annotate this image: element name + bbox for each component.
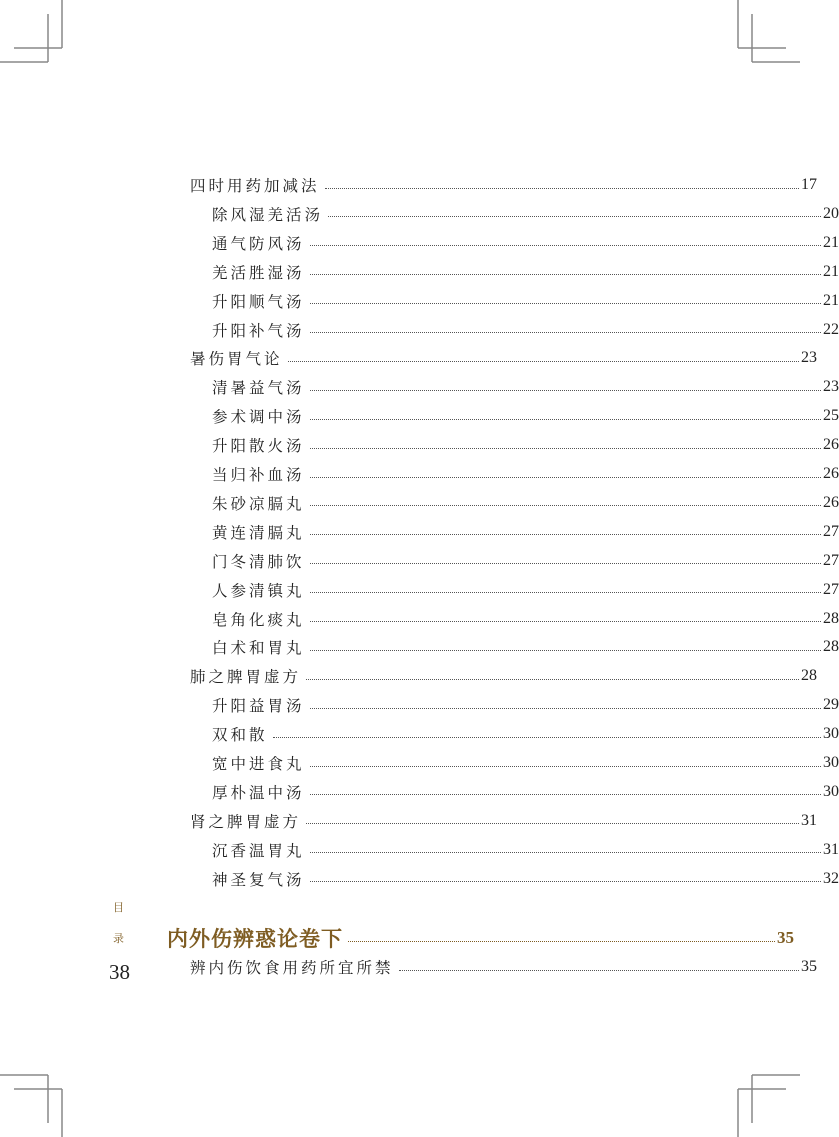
- toc-title: 皂角化痰丸: [212, 610, 305, 629]
- toc-page: 29: [823, 696, 839, 714]
- toc-title: 辨内伤饮食用药所宜所禁: [190, 959, 394, 977]
- toc-title: 升阳补气汤: [212, 321, 305, 340]
- toc-entry[interactable]: [0, 780, 839, 804]
- toc-page: 28: [801, 667, 817, 685]
- leader-dots: [310, 419, 821, 420]
- toc-title: 宽中进食丸: [212, 755, 305, 773]
- leader-dots: [310, 708, 821, 709]
- toc-entry[interactable]: [0, 173, 817, 197]
- leader-dots: [310, 505, 821, 506]
- toc-page: 28: [823, 638, 839, 656]
- toc-entry[interactable]: [0, 838, 839, 862]
- sidebar-label-lu: 录: [113, 932, 124, 945]
- toc-page: 17: [801, 176, 817, 193]
- toc-entry[interactable]: [0, 318, 839, 342]
- toc-entry[interactable]: [0, 289, 839, 313]
- toc-page: 22: [823, 320, 839, 338]
- toc-page: 26: [823, 436, 839, 454]
- leader-dots: [310, 274, 821, 275]
- toc-title: 参术调中汤: [212, 408, 305, 427]
- toc-title: 人参清镇丸: [212, 581, 305, 600]
- toc-entry[interactable]: [0, 751, 839, 775]
- leader-dots: [288, 361, 799, 362]
- toc-entry[interactable]: [0, 693, 839, 717]
- toc-title: 朱砂凉膈丸: [212, 494, 305, 513]
- toc-page: 35: [777, 928, 794, 947]
- toc-title: 肾之脾胃虚方: [190, 812, 302, 831]
- leader-dots: [310, 621, 821, 622]
- toc-title: 黄连清膈丸: [212, 523, 305, 542]
- toc-entry[interactable]: [0, 202, 839, 226]
- toc-page: 31: [823, 840, 839, 858]
- leader-dots: [310, 563, 821, 564]
- toc-entry[interactable]: [0, 375, 839, 399]
- toc-title: 羌活胜湿汤: [212, 263, 305, 282]
- toc-page: 25: [823, 407, 839, 425]
- toc-entry[interactable]: [0, 607, 839, 631]
- leader-dots: [310, 477, 821, 478]
- toc-title: 通气防风汤: [212, 234, 305, 253]
- toc-page: 23: [823, 378, 839, 396]
- toc-title: 清暑益气汤: [212, 379, 305, 398]
- toc-entry[interactable]: [0, 635, 839, 659]
- sidebar-label-mu: 目: [113, 901, 124, 914]
- leader-dots: [273, 737, 821, 738]
- toc-title: 神圣复气汤: [212, 870, 305, 889]
- toc-page: 21: [823, 262, 839, 280]
- toc-entry[interactable]: [0, 260, 839, 284]
- leader-dots: [325, 188, 799, 189]
- toc-entry[interactable]: [0, 867, 839, 891]
- leader-dots: [310, 852, 821, 853]
- toc-entry[interactable]: [0, 346, 817, 370]
- leader-dots: [348, 941, 775, 942]
- toc-page: 30: [823, 754, 839, 771]
- toc-title: 门冬清肺饮: [212, 552, 305, 571]
- leader-dots: [310, 592, 821, 593]
- toc-entry[interactable]: [0, 433, 839, 457]
- leader-dots: [310, 794, 821, 795]
- toc-page: 31: [801, 811, 817, 829]
- toc-page: 26: [823, 493, 839, 511]
- toc-title: 升阳顺气汤: [212, 292, 305, 311]
- toc-entry[interactable]: [0, 520, 839, 544]
- leader-dots: [310, 448, 821, 449]
- leader-dots: [306, 823, 799, 824]
- toc-title: 升阳散火汤: [212, 437, 305, 456]
- toc-entry[interactable]: [0, 404, 839, 428]
- toc-title: 沉香温胃丸: [212, 841, 305, 860]
- toc-title: 厚朴温中汤: [212, 783, 305, 802]
- toc-page: 21: [823, 233, 839, 251]
- toc-page: 27: [823, 580, 839, 598]
- toc-entry[interactable]: [0, 722, 839, 746]
- toc-page: 32: [823, 869, 839, 887]
- toc-page: 21: [823, 291, 839, 309]
- toc-page: 20: [823, 204, 839, 222]
- leader-dots: [310, 390, 821, 391]
- toc-entry[interactable]: [0, 809, 817, 833]
- leader-dots: [310, 332, 821, 333]
- leader-dots: [310, 881, 821, 882]
- toc-entry[interactable]: [0, 664, 817, 688]
- toc-entry[interactable]: [0, 578, 839, 602]
- toc-entry[interactable]: [0, 491, 839, 515]
- toc-page: 30: [823, 782, 839, 800]
- page-number: 38: [109, 960, 130, 984]
- toc-page: 35: [801, 958, 817, 975]
- toc-title: 四时用药加减法: [190, 177, 320, 195]
- toc-page: 27: [823, 522, 839, 540]
- leader-dots: [310, 245, 821, 246]
- toc-entry[interactable]: [0, 231, 839, 255]
- toc-title: 内外伤辨惑论卷下: [167, 926, 343, 951]
- leader-dots: [306, 679, 799, 680]
- toc-title: 白术和胃丸: [212, 639, 305, 658]
- toc-title: 双和散: [212, 726, 268, 745]
- toc-entry[interactable]: [0, 549, 839, 573]
- toc-page: 27: [823, 551, 839, 569]
- leader-dots: [310, 650, 821, 651]
- toc-title: 除风湿羌活汤: [212, 205, 324, 224]
- toc-title: 肺之脾胃虚方: [190, 668, 302, 687]
- toc-title: 当归补血汤: [212, 466, 305, 484]
- leader-dots: [310, 766, 821, 767]
- toc-entry[interactable]: [0, 462, 839, 486]
- leader-dots: [310, 303, 821, 304]
- toc-page: 23: [801, 349, 817, 367]
- toc-page: 30: [823, 725, 839, 743]
- leader-dots: [310, 534, 821, 535]
- toc-title: 暑伤胃气论: [190, 350, 283, 369]
- leader-dots: [399, 970, 799, 971]
- toc-title: 升阳益胃汤: [212, 697, 305, 716]
- toc-page: 26: [823, 465, 839, 482]
- leader-dots: [328, 216, 821, 217]
- toc-page: 28: [823, 609, 839, 627]
